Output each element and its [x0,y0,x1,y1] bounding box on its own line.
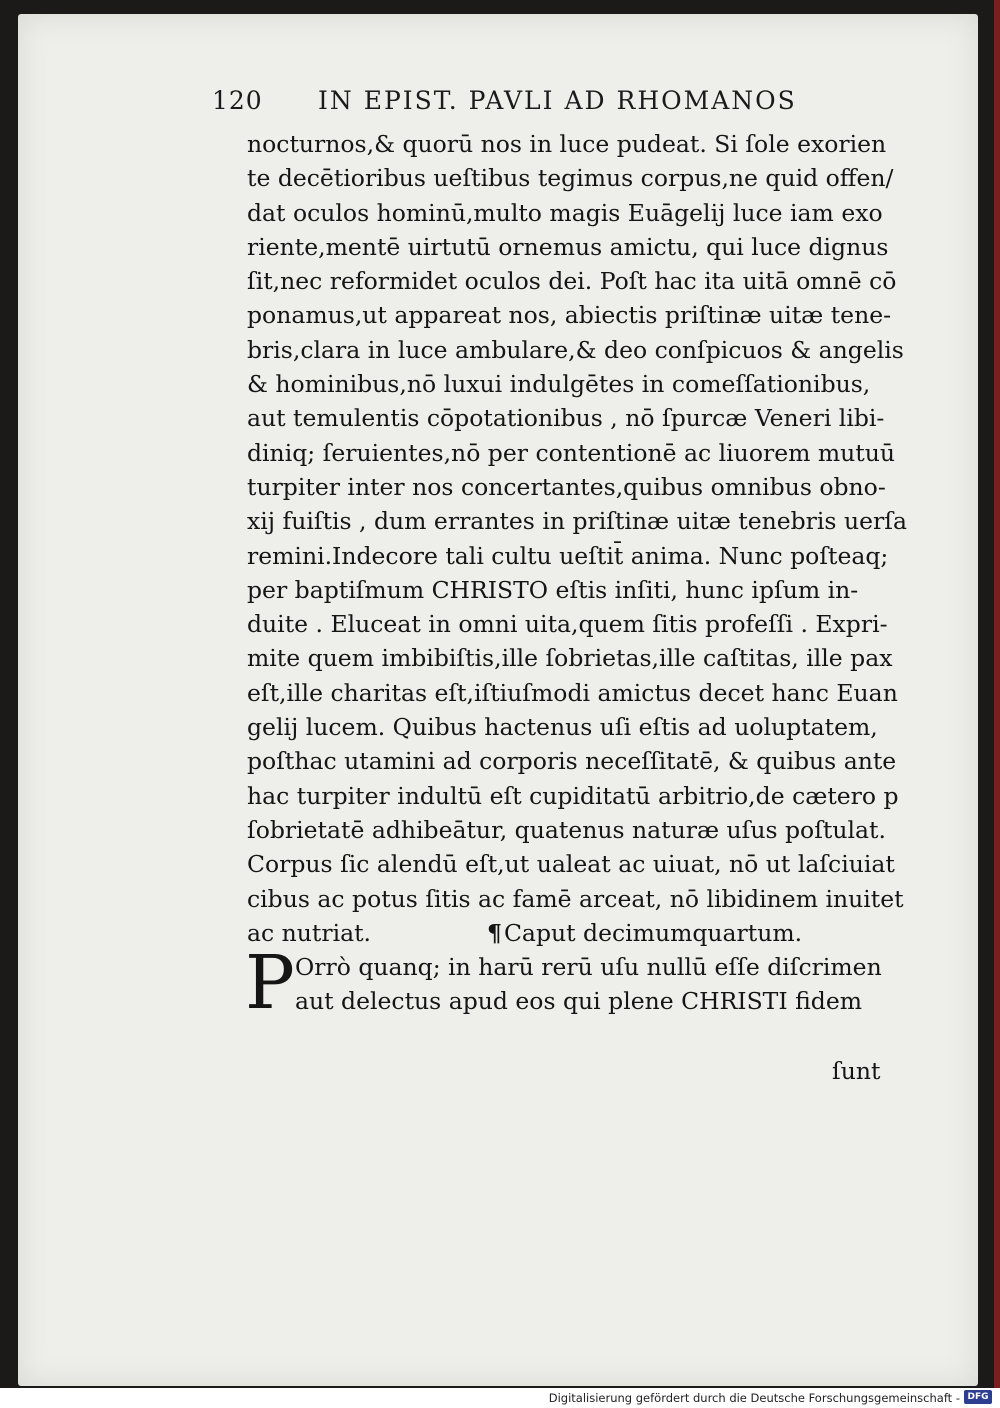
text-line: riente,mentē uirtutū ornemus amictu, qui luce dignus [247,232,889,261]
page-number: 120 [212,86,263,115]
text-line: turpiter inter nos concertantes,quibus omnibus obno- [247,472,886,501]
dfg-logo: DFG [964,1390,992,1404]
text-line: Corpus ſic alendū eſt,ut ualeat ac uiuat, nō ut laſciuiat [247,850,895,879]
text-line: te decētioribus ueſtibus tegimus corpus,ne quid offen/ [247,164,894,193]
text-line: aut temulentis cōpotationibus , nō ſpurcæ Veneri libi- [247,404,885,433]
pilcrow-icon: ¶ [487,918,502,947]
new-section-paragraph [245,940,907,1027]
text-line: poſthac utamini ad corporis neceſſitatē, & quibus ante [247,747,897,776]
text-line: ſobrietatē adhibeātur, quatenus naturæ uſus poſtulat. [247,815,886,844]
section-heading-row [247,916,907,950]
text-line: bris,clara in luce ambulare,& deo conſpicuos & angelis [247,335,904,364]
text-line: duite . Eluceat in omni uita,quem ſitis profeſſi . Expri- [247,610,888,639]
drop-cap-initial: P [245,940,295,1027]
paragraph-line: aut delectus apud eos qui plene CHRISTI fidem [295,987,863,1016]
text-line: remini.Indecore tali cultu ueſtit̄ anima. Nunc poſteaq; [247,541,889,570]
closing-line: ac nutriat. [247,918,372,947]
text-line: ponamus,ut appareat nos, abiectis priſtinæ uitæ tene- [247,301,892,330]
text-block [245,127,907,1027]
text-line: & hominibus,nō luxui indulgētes in comeſſationibus, [247,370,871,399]
catchword: ſunt [832,1057,881,1085]
text-line: gelij lucem. Quibus hactenus uſi eſtis ad uoluptatem, [247,713,878,742]
text-line: hac turpiter indultū eſt cupiditatū arbitrio,de cætero p [247,781,899,810]
running-title: IN EPIST. PAVLI AD RHOMANOS [318,86,797,115]
text-line: per baptiſmum CHRISTO eſtis inſiti, hunc ipſum in- [247,575,859,604]
text-line: ſit,nec reformidet oculos dei. Poſt hac ita uitā omnē cō [247,267,897,296]
body-lines [247,127,907,916]
text-line: eſt,ille charitas eſt,iſtiuſmodi amictus decet hanc Euan [247,678,898,707]
book-edge [994,0,1000,1388]
section-heading-text: Caput decimumquartum. [503,918,803,947]
paragraph-line: Orrò quanq; in harū rerū uſu nullū eſſe diſcrimen [295,953,882,982]
text-line: diniq; ſeruientes,nō per contentionē ac liuorem mutuū [247,438,895,467]
digitization-credit: Digitalisierung gefördert durch die Deutsche Forschungsgemeinschaft - [548,1391,960,1405]
text-line: cibus ac potus ſitis ac famē arceat, nō libidinem inuitet [247,884,904,913]
section-heading [487,916,802,950]
text-line: xij fuiſtis , dum errantes in priſtinæ uitæ tenebris uerſa [247,507,907,536]
text-line: mite quem imbibiſtis,ille ſobrietas,ille caſtitas, ille pax [247,644,893,673]
text-line: dat oculos hominū,multo magis Euāgelij luce iam exo [247,198,883,227]
text-line: nocturnos,& quorū nos in luce pudeat. Si ſole exorien [247,130,887,158]
